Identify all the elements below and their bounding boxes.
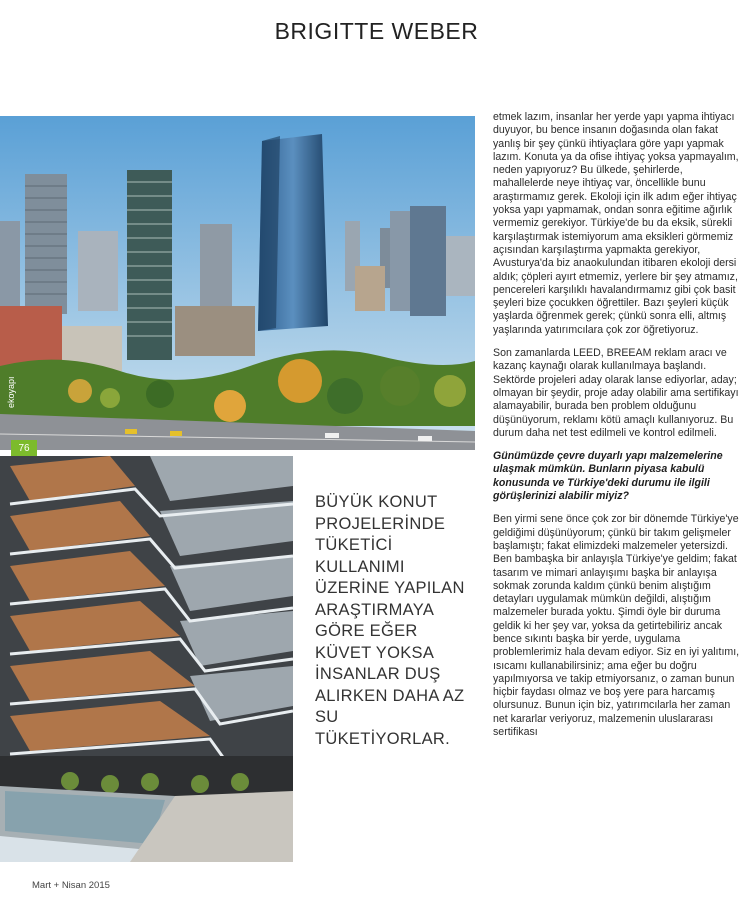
article-paragraph: Ben yirmi sene önce çok zor bir dönemde Türkiye'ye geldiğimi düşünüyorum; çünkü bir takım gelişmeler başlamıştı; fakat elimizdeki malzemeler yetersizdi. Ben bambaşka bir anlayışla Türkiye'ye geldim; fakat tasarım ve mimari anlayışımı başka bir anlayışa sokmak zorunda kaldım çünkü benim alıştığım detayları uygulamak mümkün değildi, alıştığım malzemeler burada yoktu. Şimdi öyle bir duruma geldik ki her şey var, yoksa da getirtebiliriz ancak bence sıkıntı başka bir yerde, uygulama problemlerimiz hala devam ediyor. Siz en iyi yalıtımı, ısıcamı kullanabilirsiniz; ama eğer bu doğru yapılmıyorsa ve takip etmiyorsanız, o zaman bunun hiçbir faydası olmaz ve boş yere para harcamış olursunuz. Bunun için biz, yatırımcılarla her zaman net kararlar veriyoruz, malzemenin uluslararası sertifikası (493, 513, 740, 739)
city-skyline-photo (0, 116, 475, 450)
section-label: ekoyapı (6, 376, 16, 408)
interview-question: Günümüzde çevre duyarlı yapı malzemelerine ulaşmak mümkün. Bunların piyasa kabulü konusunda ve Türkiye'deki durumu ile ilgili görüşlerinizi alabilir miyiz? (493, 450, 723, 503)
article-column (493, 111, 745, 749)
issue-footer: Mart + Nisan 2015 (32, 880, 110, 891)
article-paragraph: Son zamanlarda LEED, BREEAM reklam aracı ve kazanç kaynağı olarak kullanılmaya başlandı. Sektörde projeleri aday olarak lanse ediyorlar, aday; olmayan bir şeydir, proje aday olabilir ama sertifikayı alamayabilir, burada ben problem olduğunu düşünüyorum, reklamı kötü amaçlı kullanıyoruz. Bu durum daha net test edilmeli ve kontrol edilmeli. (493, 347, 739, 439)
page-title: BRIGITTE WEBER (274, 18, 479, 44)
article-paragraph: etmek lazım, insanlar her yerde yapı yapma ihtiyacı duyuyor, bu bence insanın doğasında olan fakat yanlış bir şey çünkü ihtiyaçlara göre yapı yapmak lazım. Konuta ya da ofise ihtiyaç yoksa yapmayalım, neden yapıyoruz? Bu ülkede, şehirlerde, mahallelerde neye ihtiyaç var, öncellikle bunu araştırmamız gerek. Ekoloji için ilk adım eğer ihtiyaç yoksa yapı yapmamak, ondan sonra eğitime ağırlık vermemiz gerekiyor. Türkiye'de bu da eksik, sürekli karşılaştırmak istemiyorum ama eksikleri görmemiz açısından karşılaştırma yapmakta gerekiyor, Avusturya'da biz anaokulundan itibaren ekoloji dersi aldık; çöpleri ayırt etmemiz, yerlere bir şey atmamız, pencereleri karşılıklı havalandırmamız gibi çok basit şeyleri bize çocukken öğrettiler. Bazı şeyleri küçük yaşlarda öğrenmek gerek; çünkü sonra elli, altmış yaşlarında yatırımcılara çok zor öğretiyoruz. (493, 111, 739, 336)
pull-quote: BÜYÜK KONUT PROJELERİNDE TÜKETİCİ KULLANIMI ÜZERİNE YAPILAN ARAŞTIRMAYA GÖRE EĞER KÜVET YOKSA İNSANLAR DUŞ ALIRKEN DAHA AZ SU TÜKETİYORLAR. (315, 493, 465, 748)
page-number: 76 (11, 440, 37, 458)
residential-tower-photo (0, 456, 293, 862)
